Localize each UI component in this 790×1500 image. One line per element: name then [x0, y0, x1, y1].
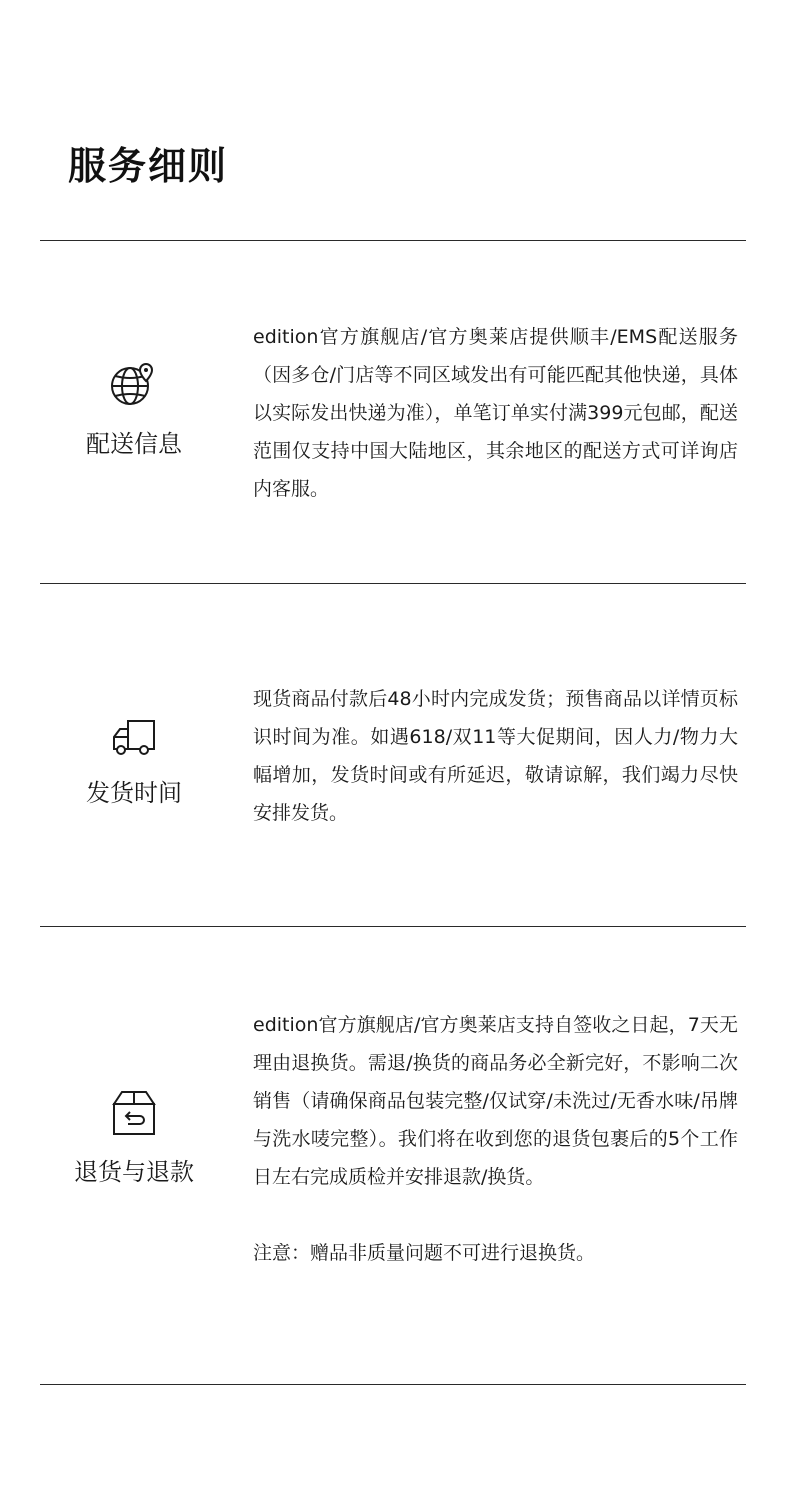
divider — [40, 1384, 746, 1385]
return-box-icon — [108, 1088, 160, 1138]
page-title: 服务细则 — [68, 144, 229, 188]
section-returns-label: 退货与退款 — [74, 1158, 194, 1186]
delivery-truck-icon — [108, 713, 160, 759]
section-returns-body — [253, 1006, 738, 1272]
section-returns-text: edition官方旗舰店/官方奥莱店支持自签收之日起，7天无理由退换货。需退/换货的商品务必全新完好，不影响二次销售（请确保商品包装完整/仅试穿/未洗过/无香水味/吊牌与洗水唛完整）。我们将在收到您的退货包裹后的5个工作日左右完成质检并安排退款/换货。 — [253, 1014, 738, 1188]
section-returns-header — [54, 1088, 214, 1188]
divider — [40, 583, 746, 584]
section-shipping-time-header — [54, 713, 214, 809]
section-returns-note: 注意：赠品非质量问题不可进行退换货。 — [253, 1242, 596, 1264]
section-shipping-time-body — [253, 680, 738, 832]
globe-location-icon — [108, 360, 160, 410]
section-shipping-time-label: 发货时间 — [86, 779, 182, 807]
divider — [40, 240, 746, 241]
divider — [40, 926, 746, 927]
section-delivery-label: 配送信息 — [86, 430, 182, 458]
section-delivery-header — [54, 360, 214, 460]
section-delivery-text: edition官方旗舰店/官方奥莱店提供顺丰/EMS配送服务（因多仓/门店等不同区域发出有可能匹配其他快递，具体以实际发出快递为准），单笔订单实付满399元包邮，配送范围仅支持中国大陆地区，其余地区的配送方式可详询店内客服。 — [253, 326, 738, 500]
section-shipping-time-text: 现货商品付款后48小时内完成发货；预售商品以详情页标识时间为准。如遇618/双11等大促期间，因人力/物力大幅增加，发货时间或有所延迟，敬请谅解，我们竭力尽快安排发货。 — [253, 688, 738, 824]
section-delivery-body — [253, 318, 738, 508]
